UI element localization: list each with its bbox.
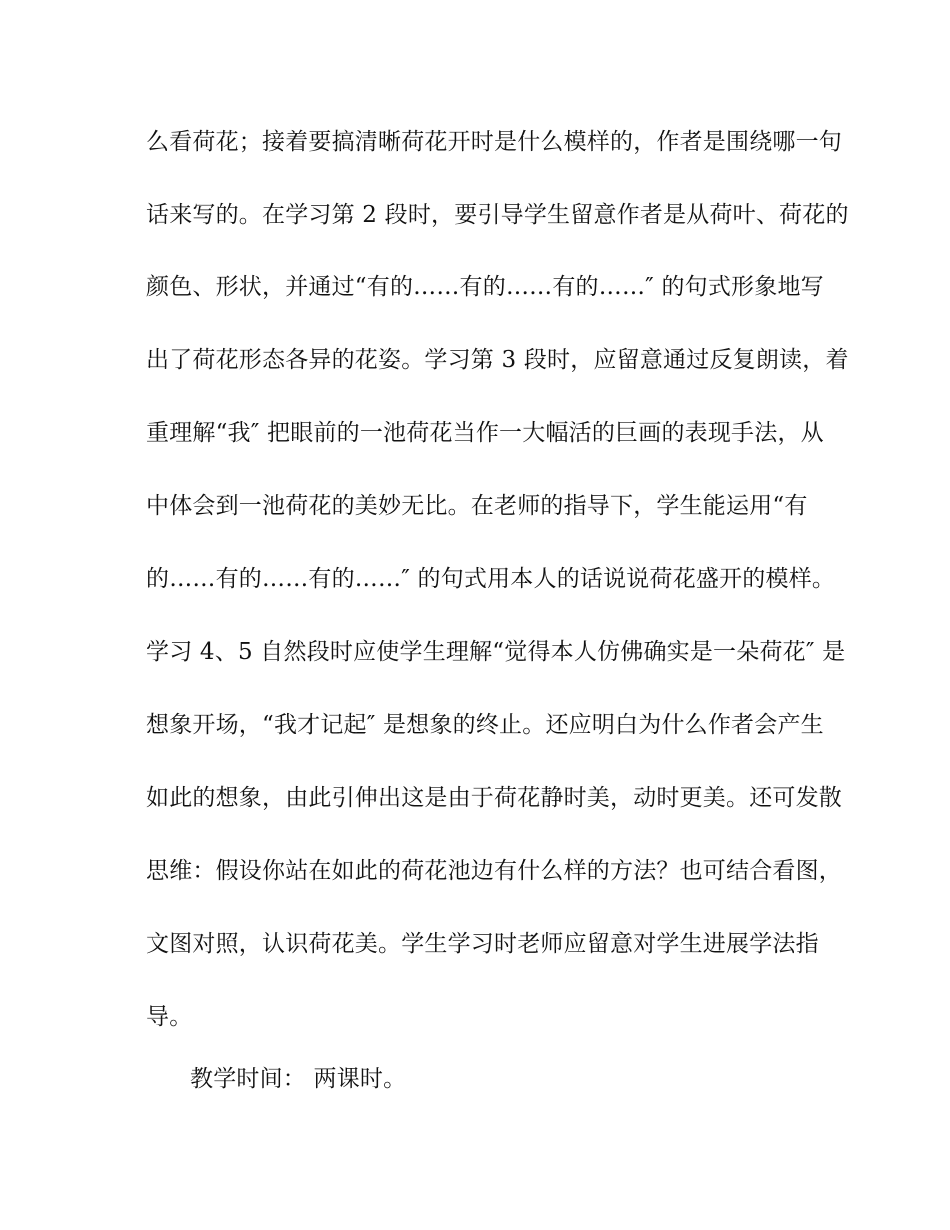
paragraph-line-1: 么看荷花；接着要搞清晰荷花开时是什么模样的，作者是围绕哪一句	[146, 129, 842, 155]
paragraph-line-2: 话来写的。在学习第 2 段时，要引导学生留意作者是从荷叶、荷花的	[146, 202, 849, 228]
teaching-time: 教学时间： 两课时。	[190, 1066, 407, 1092]
paragraph-line-7: 的……有的……有的……″ 的句式用本人的话说说荷花盛开的模样。	[146, 566, 836, 592]
paragraph-line-4: 出了荷花形态各异的花姿。学习第 3 段时，应留意通过反复朗读，着	[146, 347, 849, 373]
paragraph-line-12: 文图对照，认识荷花美。学生学习时老师应留意对学生进展学法指	[146, 931, 819, 957]
paragraph-line-8: 学习 4、5 自然段时应使学生理解“觉得本人仿佛确实是一朵荷花″ 是	[146, 639, 846, 665]
paragraph-line-10: 如此的想象，由此引伸出这是由于荷花静时美，动时更美。还可发散	[146, 785, 842, 811]
paragraph-line-6: 中体会到一池荷花的美妙无比。在老师的指导下，学生能运用“有	[146, 493, 808, 519]
paragraph-line-11: 思维：假设你站在如此的荷花池边有什么样的方法？也可结合看图，	[146, 858, 842, 884]
paragraph-line-3: 颜色、形状，并通过“有的……有的……有的……″ 的句式形象地写	[146, 274, 824, 300]
paragraph-line-9: 想象开场，“我才记起″ 是想象的终止。还应明白为什么作者会产生	[146, 712, 824, 738]
paragraph-line-5: 重理解“我″ 把眼前的一池荷花当作一大幅活的巨画的表现手法，从	[146, 420, 824, 446]
paragraph-line-13: 导。	[146, 1004, 193, 1030]
